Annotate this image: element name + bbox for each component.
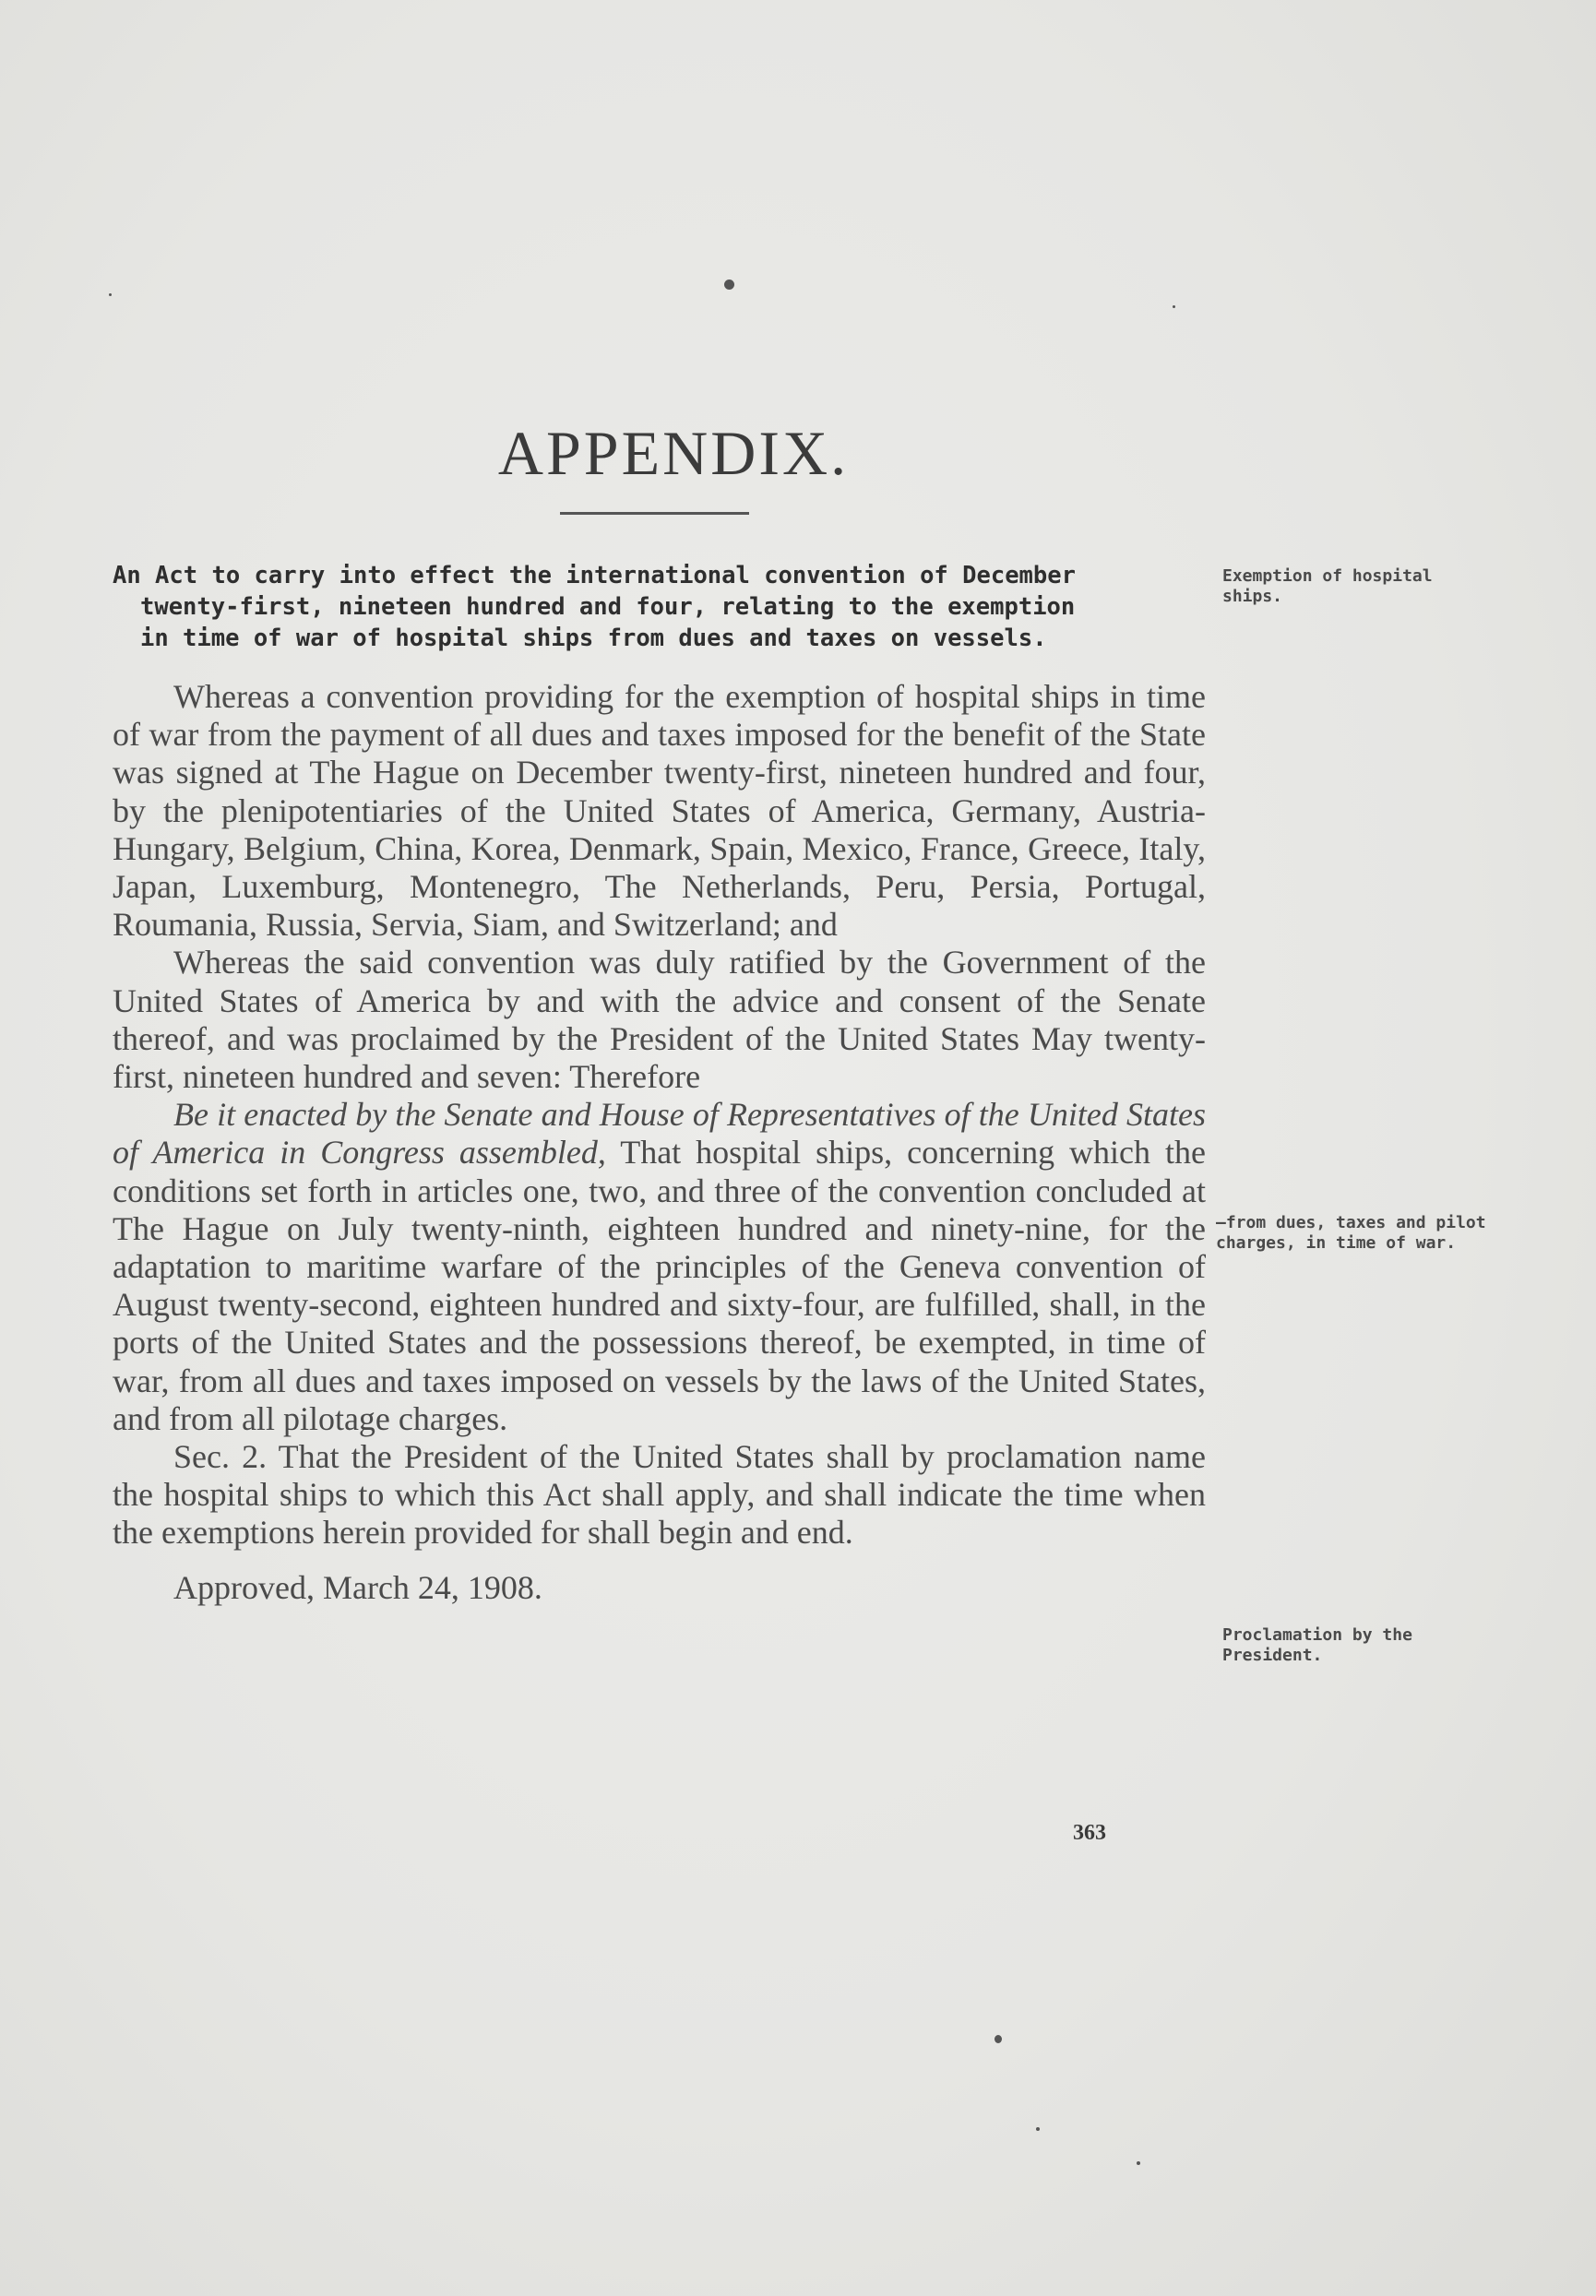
enacting-clause: Be it enacted by the Senate and House of Representatives of the United States of America in Congress assembled,	[113, 1096, 1206, 1172]
whereas-paragraph-1: Whereas a convention providing for the exemption of hospital ships in time of war from the payment of all dues and taxes imposed for the benefit of the State was signed at The Hague on December twenty-first, nineteen hundred and four, by the plenipotentiaries of the United States of America, Germany, Austria-Hungary, Belgium, China, Korea, Denmark, Spain, Mexico, France, Greece, Italy, Japan, Luxemburg, Montenegro, The Netherlands, Peru, Persia, Portugal, Roumania, Russia, Servia, Siam, and Switzerland; and	[113, 678, 1206, 944]
scan-speck	[1173, 305, 1175, 308]
scan-speck	[109, 293, 112, 296]
enacting-paragraph	[113, 1096, 1206, 1438]
scan-speck	[724, 280, 734, 290]
margin-note-proclamation: Proclamation by the President.	[1222, 1625, 1412, 1665]
margin-note-dues-taxes: —from dues, taxes and pilot charges, in time of war.	[1216, 1213, 1486, 1253]
page-title: APPENDIX.	[497, 418, 850, 488]
act-title-line: in time of war of hospital ships from dues and taxes on vessels.	[140, 625, 1047, 652]
whereas-paragraph-2: Whereas the said convention was duly ratified by the Government of the United States of America by and with the advice and consent of the Senate thereof, and was proclaimed by the President of the United States May twenty-first, nineteen hundred and seven: Therefore	[113, 944, 1206, 1096]
title-rule	[560, 512, 749, 515]
section-label: Sec. 2.	[173, 1438, 268, 1476]
act-title-line: twenty-first, nineteen hundred and four, relating to the exemption	[140, 593, 1076, 621]
page-number: 363	[1073, 1821, 1106, 1845]
act-title-line: An Act to carry into effect the international convention of December	[113, 562, 1076, 589]
section-2-text: That the President of the United States shall by proclamation name the hospital ships to which this Act shall apply, and shall indicate the time when the exemptions herein provided for shall begin and end.	[113, 1438, 1206, 1552]
scan-speck	[995, 2035, 1002, 2043]
enacting-text: That hospital ships, concerning which the conditions set forth in articles one, two, and three of the convention concluded at The Hague on July twenty-ninth, eighteen hundred and ninety-nine, for the adaptation to maritime warfare of the principles of the Geneva convention of August twenty-second, eighteen hundred and sixty-four, are fulfilled, shall, in the ports of the United States and the possessions thereof, be exempted, in time of war, from all dues and taxes imposed on vessels by the laws of the United States, and from all pilotage charges.	[113, 1134, 1206, 1437]
margin-note-exemption: Exemption of hospital ships.	[1222, 566, 1433, 606]
scan-speck	[1036, 2127, 1040, 2131]
section-2-paragraph	[113, 1438, 1206, 1552]
act-body	[113, 678, 1206, 1607]
scan-speck	[1137, 2161, 1140, 2165]
act-title	[113, 560, 1206, 654]
approval-date: Approved, March 24, 1908.	[173, 1568, 542, 1606]
